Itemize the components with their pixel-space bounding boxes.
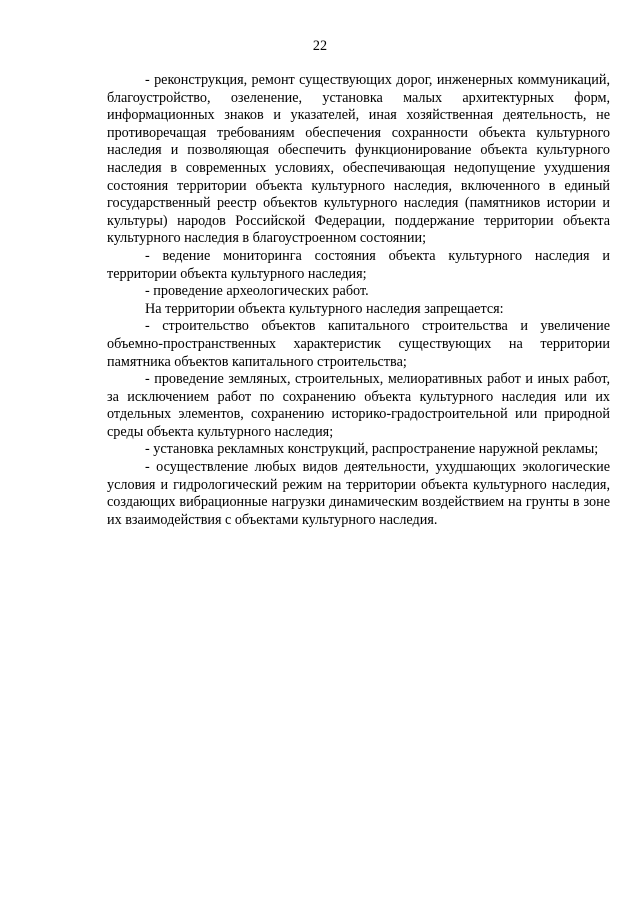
page-number: 22 bbox=[312, 38, 328, 54]
paragraph-monitoring: - ведение мониторинга состояния объекта культурного наследия и территории объекта культурного наследия; bbox=[107, 247, 610, 282]
paragraph-construction: - строительство объектов капитального строительства и увеличение объемно-пространственных характеристик существующих на территории памятника объектов капитального строительства; bbox=[107, 318, 610, 370]
paragraph-archaeology: - проведение археологических работ. bbox=[145, 283, 369, 300]
document-body bbox=[107, 72, 610, 529]
paragraph-prohibited-heading: На территории объекта культурного наследия запрещается: bbox=[145, 300, 504, 317]
paragraph-earthworks: - проведение земляных, строительных, мелиоративных работ и иных работ, за исключением работ по сохранению объекта культурного наследия или их отдельных элементов, сохранению историко-градостроительной или природной среды объекта культурного наследия; bbox=[107, 371, 610, 440]
paragraph-advertising: - установка рекламных конструкций, распространение наружной рекламы; bbox=[145, 441, 599, 458]
paragraph-activities: - осуществление любых видов деятельности, ухудшающих экологические условия и гидрологический режим на территории объекта культурного наследия, создающих вибрационные нагрузки динамическим воздействием на грунты в зоне их взаимодействия с объектами культурного наследия. bbox=[107, 459, 610, 528]
paragraph-reconstruction: - реконструкция, ремонт существующих дорог, инженерных коммуникаций, благоустройство, озеленение, установка малых архитектурных форм, информационных знаков и указателей, иная хозяйственная деятельность, не противоречащая требованиям обеспечения сохранности объекта культурного наследия и позволяющая обеспечить функционирование объекта культурного наследия в современных условиях, обеспечивающая недопущение ухудшения состояния территории объекта культурного наследия, включенного в единый государственный реестр объектов культурного наследия (памятников истории и культуры) народов Российской Федерации, поддержание территории объекта культурного наследия в благоустроенном состоянии; bbox=[107, 72, 610, 247]
